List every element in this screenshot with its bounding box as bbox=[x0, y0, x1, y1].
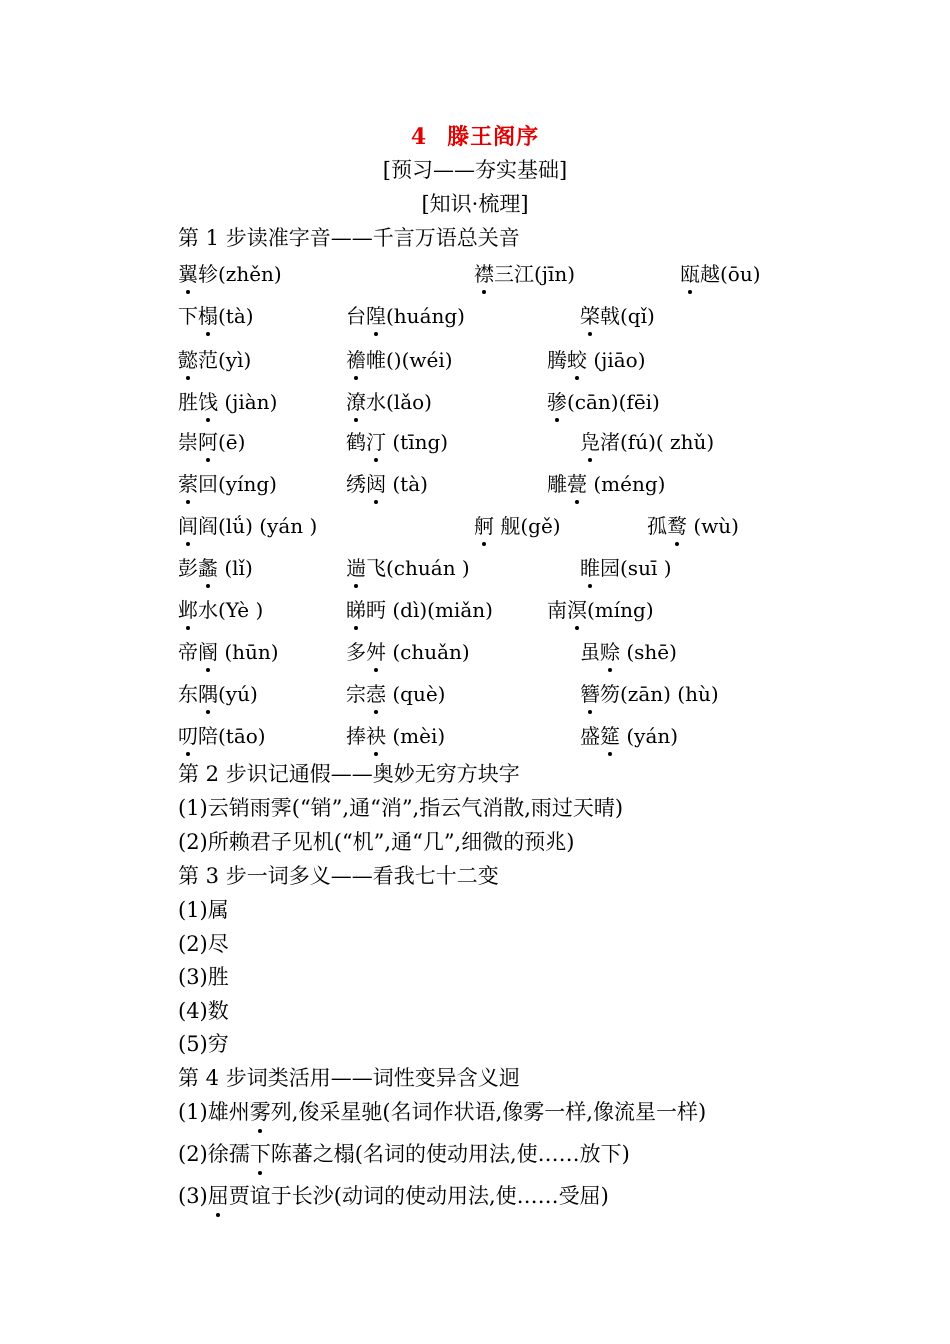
pronunciation-entry bbox=[680, 258, 761, 287]
entry-text: 鹤 bbox=[346, 430, 366, 454]
pronunciation-row bbox=[0, 468, 950, 508]
section-heading: [预习——夯实基础] bbox=[382, 158, 568, 182]
tongjia-item: (2)所赖君子见机(“机”,通“几”,细微的预兆) bbox=[178, 830, 575, 854]
duoyi-item: (4)数 bbox=[178, 999, 229, 1023]
pronunciation-entry bbox=[580, 720, 678, 749]
entry-text: 回(yíng) bbox=[198, 472, 277, 496]
entry-text: (hūn) bbox=[218, 640, 279, 664]
pronunciation-entry bbox=[178, 594, 263, 623]
duoyi-item: (3)胜 bbox=[178, 965, 229, 989]
pronunciation-entry bbox=[580, 426, 714, 455]
dotted-character: 汀 bbox=[366, 426, 386, 455]
dotted-character: 襜 bbox=[346, 344, 366, 373]
pronunciation-entry bbox=[178, 386, 277, 415]
entry-text: 宗 bbox=[346, 682, 366, 706]
entry-text: 范(yì) bbox=[198, 348, 252, 372]
entry-text: (chuǎn) bbox=[386, 640, 470, 664]
pronunciation-entry bbox=[178, 552, 253, 581]
entry-text: (cān)(fēi) bbox=[567, 390, 660, 414]
pronunciation-row bbox=[0, 386, 950, 426]
pronunciation-entry bbox=[474, 510, 561, 539]
pronunciation-entry bbox=[178, 344, 251, 373]
dotted-character: 懿 bbox=[178, 344, 198, 373]
entry-text: 笏(zān) (hù) bbox=[600, 682, 719, 706]
entry-text: 盛 bbox=[580, 724, 600, 748]
dotted-character: 襟 bbox=[474, 258, 494, 287]
entry-text: (jiàn) bbox=[218, 390, 278, 414]
entry-text: 渚(fú)( zhǔ) bbox=[600, 430, 715, 454]
dotted-character: 隍 bbox=[366, 300, 386, 329]
dotted-character: 舸 bbox=[474, 510, 494, 539]
dotted-character: 蛟 bbox=[567, 344, 587, 373]
entry-text: (tà) bbox=[218, 304, 254, 328]
dotted-character: 潦 bbox=[346, 386, 366, 415]
pronunciation-entry bbox=[580, 552, 672, 581]
entry-text: 孤 bbox=[647, 514, 667, 538]
entry-text: (wù) bbox=[687, 514, 739, 538]
pronunciation-entry bbox=[178, 720, 266, 749]
entry-text: 越(ōu) bbox=[700, 262, 761, 286]
huoyong-pre: (1)雄州 bbox=[178, 1100, 250, 1124]
pronunciation-entry bbox=[547, 594, 654, 623]
entry-text: (què) bbox=[386, 682, 446, 706]
dotted-character: 筵 bbox=[600, 720, 620, 749]
pronunciation-row bbox=[0, 426, 950, 466]
entry-text: 三江(jīn) bbox=[494, 262, 576, 286]
pronunciation-row bbox=[0, 678, 950, 718]
dotted-character: 赊 bbox=[600, 636, 620, 665]
entry-text: (huáng) bbox=[386, 304, 465, 328]
pronunciation-entry bbox=[474, 258, 575, 287]
huoyong-dotted-char: 下 bbox=[250, 1138, 271, 1168]
entry-text: 彭 bbox=[178, 556, 198, 580]
entry-text: (yú) bbox=[218, 682, 258, 706]
pronunciation-row bbox=[0, 300, 950, 340]
dotted-character: 舛 bbox=[366, 636, 386, 665]
pronunciation-entry bbox=[178, 678, 258, 707]
dotted-character: 叨 bbox=[178, 720, 198, 749]
entry-text: (mèi) bbox=[386, 724, 446, 748]
subsection-heading: [知识·梳理] bbox=[421, 192, 529, 216]
dotted-character: 翼 bbox=[178, 258, 198, 287]
entry-text: 崇 bbox=[178, 430, 198, 454]
huoyong-pre: (3) bbox=[178, 1184, 208, 1208]
pronunciation-row bbox=[0, 594, 950, 634]
entry-text: 水(lǎo) bbox=[366, 390, 432, 414]
entry-text: (jiāo) bbox=[587, 348, 646, 372]
entry-text: (lǐ) bbox=[218, 556, 253, 580]
pronunciation-entry bbox=[580, 636, 677, 665]
dotted-character: 萦 bbox=[178, 468, 198, 497]
huoyong-dotted-char: 雾 bbox=[250, 1096, 271, 1126]
pronunciation-entry bbox=[547, 386, 660, 415]
pronunciation-entry bbox=[346, 426, 448, 455]
huoyong-dotted-char: 屈 bbox=[208, 1180, 229, 1210]
entry-text: 轸(zhěn) bbox=[198, 262, 282, 286]
dotted-character: 阿 bbox=[198, 426, 218, 455]
pronunciation-row bbox=[0, 258, 950, 298]
step1-heading: 第 1 步读准字音——千言万语总关音 bbox=[178, 226, 520, 250]
entry-text: 水(Yè ) bbox=[198, 598, 264, 622]
entry-text: 飞(chuán ) bbox=[366, 556, 470, 580]
pronunciation-entry bbox=[346, 468, 428, 497]
entry-text: 帷()(wéi) bbox=[366, 348, 453, 372]
entry-text: 雕 bbox=[547, 472, 567, 496]
dotted-character: 隅 bbox=[198, 678, 218, 707]
pronunciation-entry bbox=[346, 552, 470, 581]
entry-text: 台 bbox=[346, 304, 366, 328]
dotted-character: 棨 bbox=[580, 300, 600, 329]
entry-text: 多 bbox=[346, 640, 366, 664]
dotted-character: 悫 bbox=[366, 678, 386, 707]
entry-text: (míng) bbox=[587, 598, 654, 622]
dotted-character: 榻 bbox=[198, 300, 218, 329]
dotted-character: 饯 bbox=[198, 386, 218, 415]
pronunciation-entry bbox=[178, 636, 279, 665]
pronunciation-entry bbox=[547, 344, 646, 373]
dotted-character: 瓯 bbox=[680, 258, 700, 287]
pronunciation-entry bbox=[178, 300, 254, 329]
dotted-character: 睇 bbox=[346, 594, 366, 623]
pronunciation-entry bbox=[346, 344, 453, 373]
entry-text: 虽 bbox=[580, 640, 600, 664]
entry-text: (tà) bbox=[386, 472, 428, 496]
pronunciation-entry bbox=[346, 594, 493, 623]
entry-text: 舰(gě) bbox=[494, 514, 561, 538]
step3-heading: 第 3 步一词多义——看我七十二变 bbox=[178, 864, 499, 888]
dotted-character: 阍 bbox=[198, 636, 218, 665]
entry-text: (yán) bbox=[620, 724, 679, 748]
pronunciation-row bbox=[0, 510, 950, 550]
entry-text: 捧 bbox=[346, 724, 366, 748]
title-text: 滕王阁序 bbox=[447, 124, 540, 150]
pronunciation-row bbox=[0, 720, 950, 760]
pronunciation-entry bbox=[547, 468, 665, 497]
entry-text: 帝 bbox=[178, 640, 198, 664]
dotted-character: 骖 bbox=[547, 386, 567, 415]
pronunciation-row bbox=[0, 636, 950, 676]
step4-heading: 第 4 步词类活用——词性变异含义迥 bbox=[178, 1066, 520, 1090]
pronunciation-entry bbox=[178, 468, 277, 497]
title-number: 4 bbox=[410, 124, 428, 150]
entry-text: (tīng) bbox=[386, 430, 449, 454]
entry-text: 东 bbox=[178, 682, 198, 706]
pronunciation-row bbox=[0, 552, 950, 592]
pronunciation-entry bbox=[178, 426, 245, 455]
entry-text: (shē) bbox=[620, 640, 677, 664]
huoyong-item bbox=[178, 1096, 706, 1126]
step2-heading: 第 2 步识记通假——奥妙无穷方块字 bbox=[178, 762, 520, 786]
dotted-character: 鹜 bbox=[667, 510, 687, 539]
entry-text: 胜 bbox=[178, 390, 198, 414]
huoyong-pre: (2)徐孺 bbox=[178, 1142, 250, 1166]
dotted-character: 溟 bbox=[567, 594, 587, 623]
dotted-character: 邺 bbox=[178, 594, 198, 623]
pronunciation-entry bbox=[346, 636, 470, 665]
pronunciation-entry bbox=[346, 720, 445, 749]
entry-text: 戟(qǐ) bbox=[600, 304, 655, 328]
dotted-character: 袂 bbox=[366, 720, 386, 749]
dotted-character: 遄 bbox=[346, 552, 366, 581]
duoyi-item: (1)属 bbox=[178, 898, 229, 922]
entry-text: (méng) bbox=[587, 472, 666, 496]
dotted-character: 闼 bbox=[366, 468, 386, 497]
pronunciation-entry bbox=[346, 386, 432, 415]
dotted-character: 簪 bbox=[580, 678, 600, 707]
huoyong-item bbox=[178, 1180, 609, 1210]
huoyong-post: 陈蕃之榻(名词的使动用法,使……放下) bbox=[270, 1142, 630, 1166]
pronunciation-entry bbox=[178, 258, 282, 287]
entry-text: 南 bbox=[547, 598, 567, 622]
entry-text: 眄 (dì)(miǎn) bbox=[366, 598, 493, 622]
pronunciation-entry bbox=[346, 678, 445, 707]
pronunciation-entry bbox=[580, 300, 655, 329]
entry-text: 绣 bbox=[346, 472, 366, 496]
tongjia-item: (1)云销雨霁(“销”,通“消”,指云气消散,雨过天晴) bbox=[178, 796, 624, 820]
duoyi-item: (5)穷 bbox=[178, 1032, 229, 1056]
pronunciation-entry bbox=[580, 678, 719, 707]
pronunciation-entry bbox=[647, 510, 739, 539]
entry-text: 陪(tāo) bbox=[198, 724, 266, 748]
entry-text: 腾 bbox=[547, 348, 567, 372]
entry-text: 阎(lǘ) (yán ) bbox=[198, 514, 318, 538]
huoyong-post: 贾谊于长沙(动词的使动用法,使……受屈) bbox=[228, 1184, 609, 1208]
entry-text: (ē) bbox=[218, 430, 246, 454]
pronunciation-entry bbox=[346, 300, 465, 329]
pronunciation-entry bbox=[178, 510, 317, 539]
huoyong-post: 列,俊采星驰(名词作状语,像雾一样,像流星一样) bbox=[270, 1100, 707, 1124]
duoyi-item: (2)尽 bbox=[178, 932, 229, 956]
dotted-character: 甍 bbox=[567, 468, 587, 497]
dotted-character: 睢 bbox=[580, 552, 600, 581]
pronunciation-row bbox=[0, 344, 950, 384]
entry-text: 园(suī ) bbox=[600, 556, 672, 580]
huoyong-item bbox=[178, 1138, 630, 1168]
dotted-character: 蠡 bbox=[198, 552, 218, 581]
entry-text: 下 bbox=[178, 304, 198, 328]
page-title bbox=[0, 120, 950, 151]
dotted-character: 闾 bbox=[178, 510, 198, 539]
dotted-character: 凫 bbox=[580, 426, 600, 455]
